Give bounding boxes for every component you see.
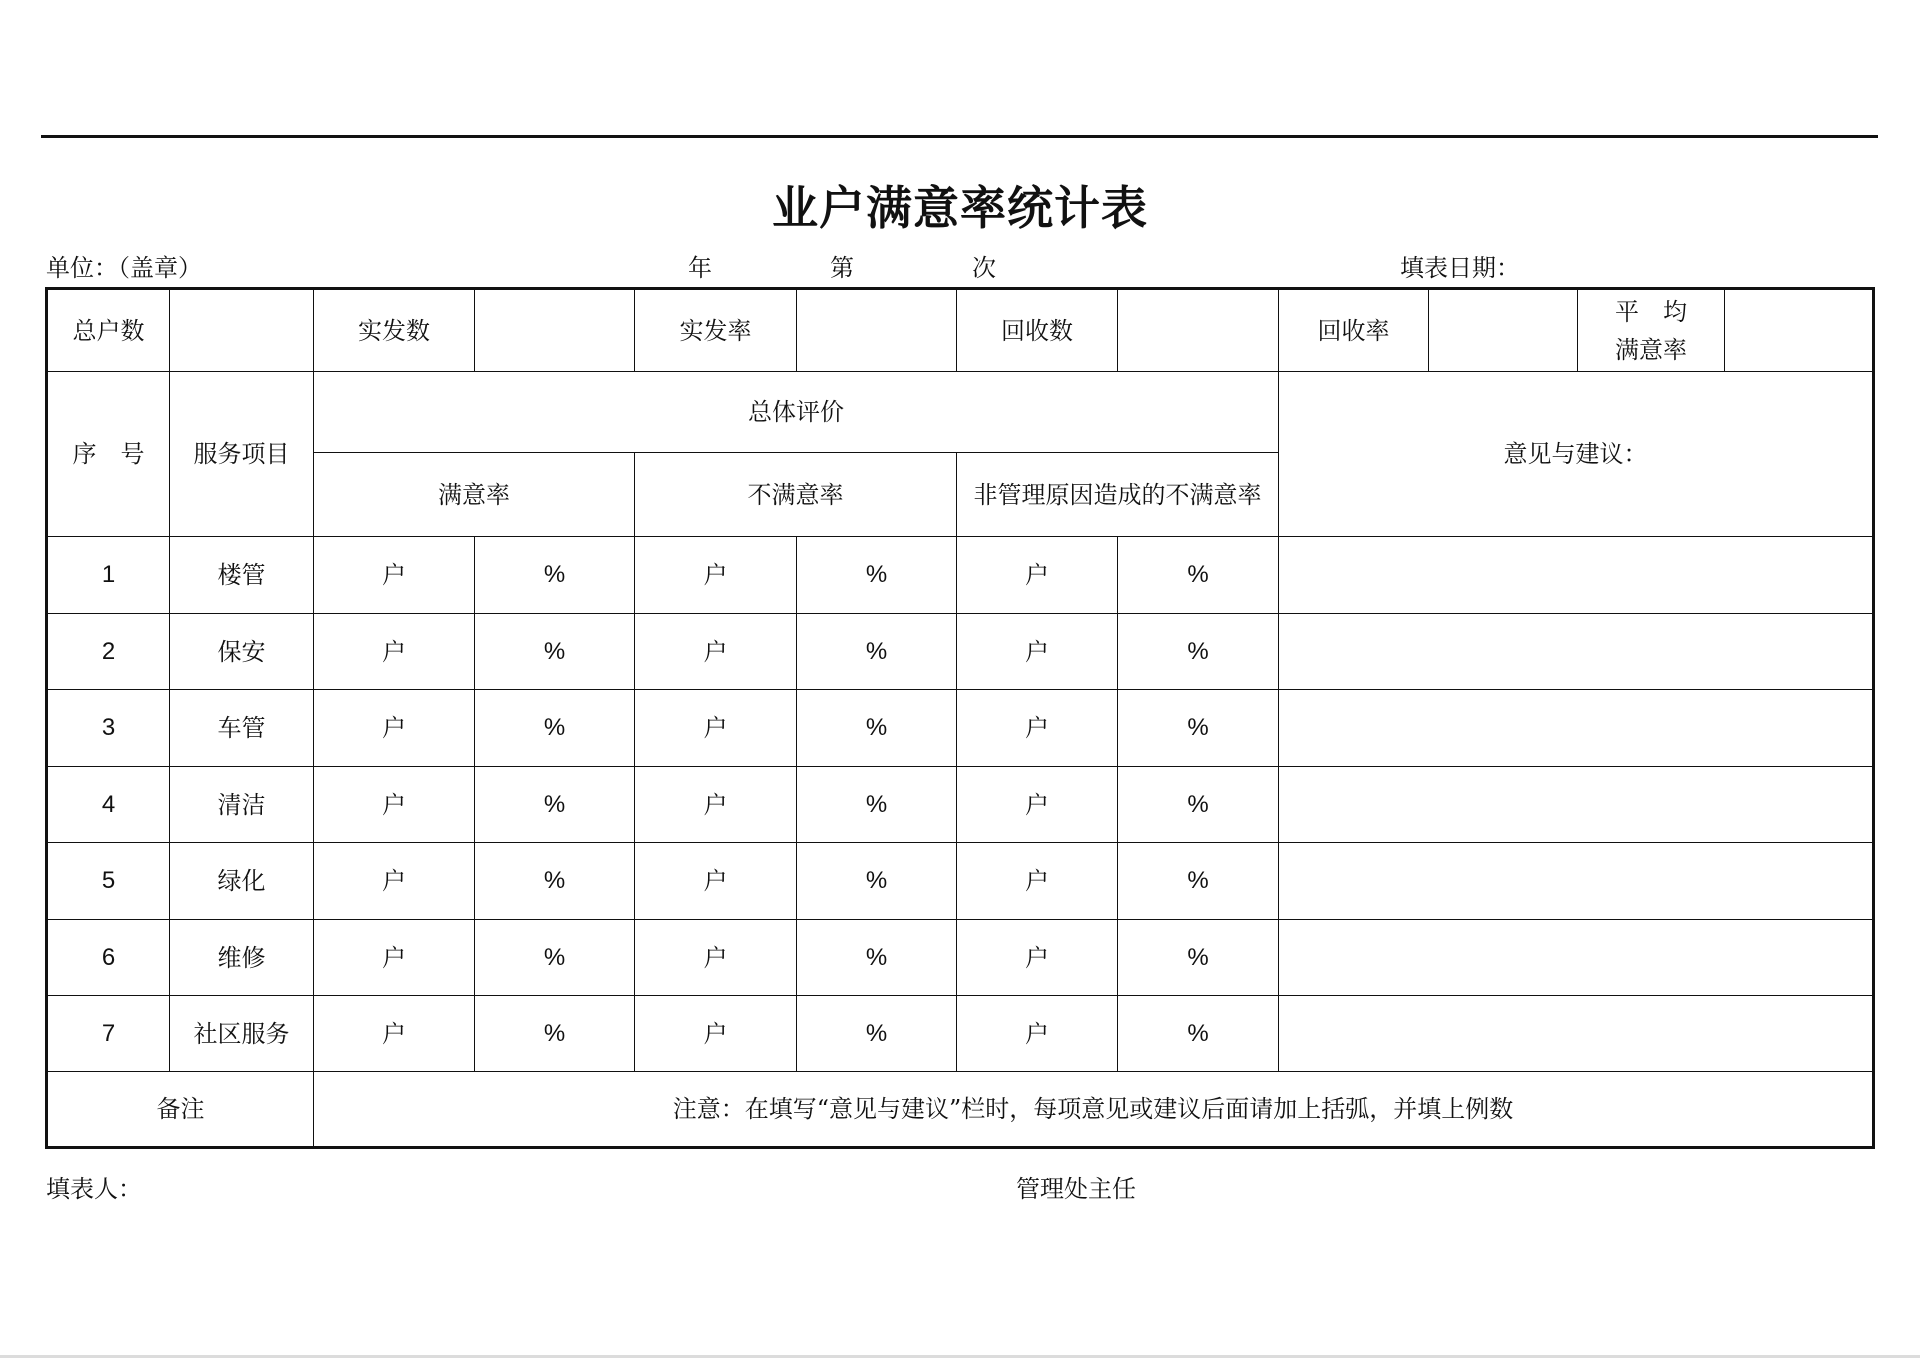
satisfied-households-field[interactable]: 户 [314,537,475,614]
total-households-label: 总户数 [47,289,170,372]
total-households-field[interactable] [170,289,314,372]
unsatisfied-households-field[interactable]: 户 [635,614,797,690]
avg-satisfaction-field[interactable] [1725,289,1874,372]
row-service-item: 楼管 [170,537,314,614]
satisfied-households-field[interactable]: 户 [314,843,475,920]
unsatisfied-households-field[interactable]: 户 [635,996,797,1072]
unsatisfied-percent-field[interactable]: % [797,614,957,690]
unsatisfied-percent-field[interactable]: % [797,843,957,920]
returned-count-field[interactable] [1118,289,1279,372]
row-service-item: 绿化 [170,843,314,920]
non-mgmt-percent-field[interactable]: % [1118,996,1279,1072]
satisfied-households-field[interactable]: 户 [314,614,475,690]
unsatisfied-percent-field[interactable]: % [797,996,957,1072]
avg-satisfaction-label [1578,289,1725,372]
comments-field[interactable] [1279,614,1874,690]
unsatisfied-header: 不满意率 [635,453,957,537]
unsatisfied-households-field[interactable]: 户 [635,920,797,996]
satisfied-households-field[interactable]: 户 [314,920,475,996]
avg-satisfaction-label-line1: 平 均 [1615,297,1687,326]
row-seq: 6 [47,920,170,996]
non-mgmt-percent-field[interactable]: % [1118,537,1279,614]
unsatisfied-percent-field[interactable]: % [797,767,957,843]
row-service-item: 社区服务 [170,996,314,1072]
table-row [47,537,1874,614]
issued-rate-field[interactable] [797,289,957,372]
director-label: 管理处主任 [1016,1175,1136,1203]
seq-header: 序 号 [47,372,170,537]
satisfied-households-field[interactable]: 户 [314,996,475,1072]
table-row [47,996,1874,1072]
satisfied-percent-field[interactable]: % [475,614,635,690]
non-mgmt-percent-field[interactable]: % [1118,843,1279,920]
unsatisfied-households-field[interactable]: 户 [635,690,797,767]
comments-field[interactable] [1279,690,1874,767]
satisfied-percent-field[interactable]: % [475,920,635,996]
row-service-item: 车管 [170,690,314,767]
non-mgmt-percent-field[interactable]: % [1118,920,1279,996]
non-mgmt-households-field[interactable]: 户 [957,537,1118,614]
table-row [47,614,1874,690]
return-rate-label: 回收率 [1279,289,1429,372]
page-title: 业户满意率统计表 [772,181,1148,235]
row-service-item: 维修 [170,920,314,996]
satisfied-header: 满意率 [314,453,635,537]
satisfied-percent-field[interactable]: % [475,843,635,920]
table-row [47,767,1874,843]
non-mgmt-households-field[interactable]: 户 [957,996,1118,1072]
non-mgmt-households-field[interactable]: 户 [957,843,1118,920]
unsatisfied-percent-field[interactable]: % [797,690,957,767]
header-row-1 [47,372,1874,453]
comments-field[interactable] [1279,843,1874,920]
row-seq: 7 [47,996,170,1072]
ordinal-label: 第 [830,254,854,282]
row-service-item: 保安 [170,614,314,690]
year-label: 年 [688,254,712,282]
satisfied-households-field[interactable]: 户 [314,767,475,843]
unsatisfied-households-field[interactable]: 户 [635,537,797,614]
comments-field[interactable] [1279,920,1874,996]
non-mgmt-households-field[interactable]: 户 [957,614,1118,690]
avg-satisfaction-label-line2: 满意率 [1615,335,1687,364]
remarks-label: 备注 [47,1072,314,1148]
non-mgmt-households-field[interactable]: 户 [957,920,1118,996]
satisfaction-table [45,287,1875,1149]
non-mgmt-unsatisfied-header: 非管理原因造成的不满意率 [957,453,1279,537]
unsatisfied-percent-field[interactable]: % [797,920,957,996]
service-item-header: 服务项目 [170,372,314,537]
issued-count-label: 实发数 [314,289,475,372]
issued-rate-label: 实发率 [635,289,797,372]
satisfied-percent-field[interactable]: % [475,537,635,614]
remarks-text: 注意：在填写“意见与建议”栏时，每项意见或建议后面请加上括弧，并填上例数 [314,1072,1874,1148]
satisfied-households-field[interactable]: 户 [314,690,475,767]
row-seq: 3 [47,690,170,767]
comments-header: 意见与建议： [1279,372,1874,537]
remarks-row [47,1072,1874,1148]
unsatisfied-households-field[interactable]: 户 [635,843,797,920]
header-rule [41,135,1878,138]
row-seq: 2 [47,614,170,690]
table-row [47,920,1874,996]
overall-eval-header: 总体评价 [314,372,1279,453]
non-mgmt-percent-field[interactable]: % [1118,767,1279,843]
row-seq: 1 [47,537,170,614]
non-mgmt-households-field[interactable]: 户 [957,767,1118,843]
row-seq: 4 [47,767,170,843]
table-row [47,690,1874,767]
non-mgmt-percent-field[interactable]: % [1118,614,1279,690]
table-row [47,843,1874,920]
satisfied-percent-field[interactable]: % [475,690,635,767]
returned-count-label: 回收数 [957,289,1118,372]
comments-field[interactable] [1279,537,1874,614]
satisfied-percent-field[interactable]: % [475,996,635,1072]
issued-count-field[interactable] [475,289,635,372]
return-rate-field[interactable] [1429,289,1578,372]
comments-field[interactable] [1279,767,1874,843]
summary-row [47,289,1874,372]
row-seq: 5 [47,843,170,920]
fill-date-label: 填表日期： [1400,254,1520,282]
unsatisfied-percent-field[interactable]: % [797,537,957,614]
times-label: 次 [972,254,996,282]
unsatisfied-households-field[interactable]: 户 [635,767,797,843]
non-mgmt-percent-field[interactable]: % [1118,690,1279,767]
satisfied-percent-field[interactable]: % [475,767,635,843]
row-service-item: 清洁 [170,767,314,843]
comments-field[interactable] [1279,996,1874,1072]
unit-label: 单位：（盖章） [46,254,202,282]
filled-by-label: 填表人： [46,1175,142,1203]
non-mgmt-households-field[interactable]: 户 [957,690,1118,767]
